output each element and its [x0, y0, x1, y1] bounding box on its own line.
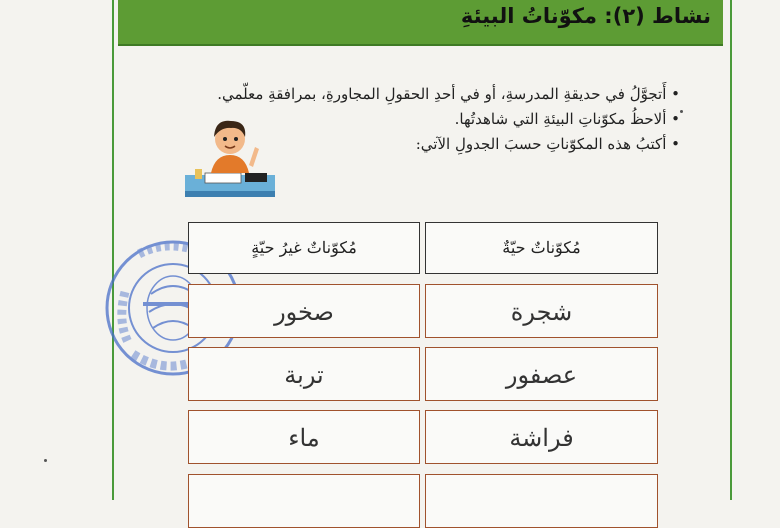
table-cell-nonliving: تربة [188, 347, 420, 401]
student-illustration [185, 113, 275, 201]
table-cell-nonliving: ماء [188, 410, 420, 464]
table-cell-empty [425, 474, 658, 528]
scan-speck [44, 459, 47, 462]
instruction-item: • أكتبُ هذه المكوّناتِ حسبَ الجدولِ الآتي: [120, 132, 680, 157]
column-header-living: مُكوّناتٌ حيّةٌ [425, 222, 658, 274]
instruction-item: • أَتجوَّلُ في حديقةِ المدرسةِ، أو في أحدِ الحقولِ المجاورةِ، بمرافقةِ معلّمي. [120, 82, 680, 107]
table-cell-living: شجرة [425, 284, 658, 338]
column-header-nonliving: مُكوّناتٌ غيرُ حيّةٍ [188, 222, 420, 274]
instruction-item: • ألاحظُ مكوّناتِ البيئةِ التي شاهدتُها. [120, 107, 680, 132]
scan-speck [680, 110, 683, 113]
table-cell-living: فراشة [425, 410, 658, 464]
table-cell-nonliving: صخور [188, 284, 420, 338]
activity-title: نشاط (٢): مكوّناتُ البيئةِ [460, 4, 711, 28]
activity-header [118, 0, 723, 46]
table-cell-empty [188, 474, 420, 528]
table-cell-living: عصفور [425, 347, 658, 401]
